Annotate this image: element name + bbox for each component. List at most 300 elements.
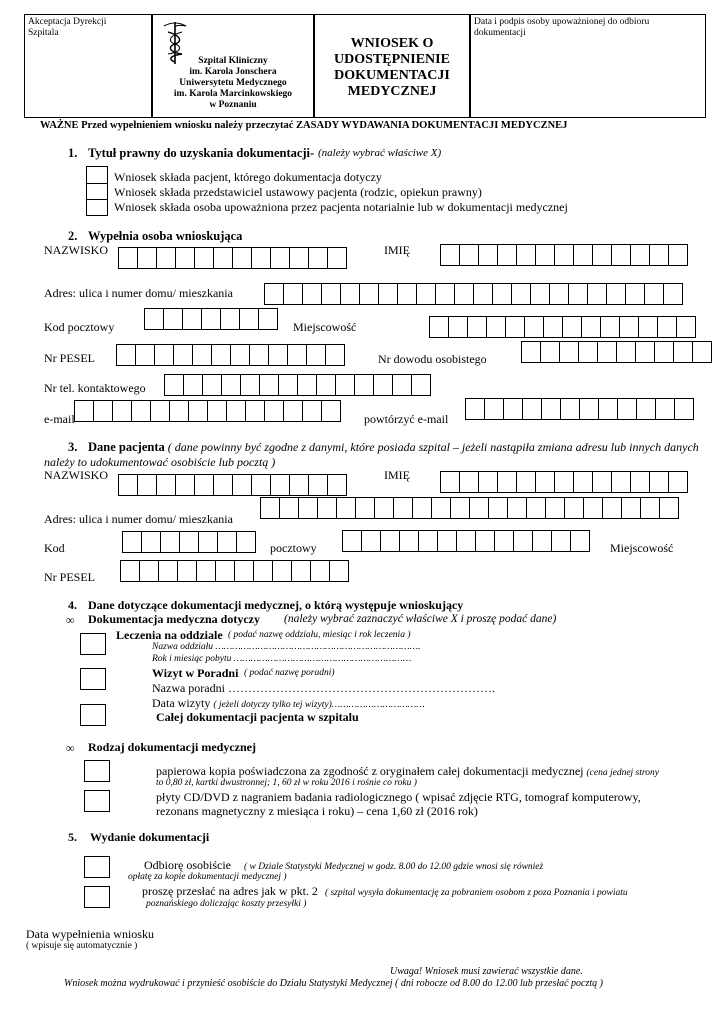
char-cell[interactable] (236, 531, 256, 553)
char-cell[interactable] (579, 398, 599, 420)
char-cell[interactable] (649, 244, 669, 266)
char-cell[interactable] (616, 341, 636, 363)
char-cell[interactable] (141, 531, 161, 553)
hospital-line: Uniwersytetu Medycznego (179, 78, 287, 88)
char-cell[interactable] (373, 374, 393, 396)
char-cell[interactable] (486, 316, 506, 338)
char-cell[interactable] (475, 530, 495, 552)
s2-city-input[interactable] (429, 316, 696, 338)
char-cell[interactable] (137, 474, 157, 496)
char-cell[interactable] (568, 283, 588, 305)
s2-surname-label: NAZWISKO (44, 243, 108, 257)
char-cell[interactable] (327, 474, 347, 496)
char-cell[interactable] (329, 560, 349, 582)
s2-surname-input[interactable] (118, 247, 347, 269)
char-cell[interactable] (551, 530, 571, 552)
char-cell[interactable] (636, 398, 656, 420)
char-cell[interactable] (392, 374, 412, 396)
char-cell[interactable] (649, 471, 669, 493)
char-cell[interactable] (321, 283, 341, 305)
char-cell[interactable] (118, 474, 138, 496)
char-cell[interactable] (530, 283, 550, 305)
s4-doc-hint: (należy wybrać zaznaczyć właściwe X i proszę podać dane) (284, 613, 557, 625)
s3-city-label: Miejscowość (610, 541, 674, 555)
char-cell[interactable] (169, 400, 189, 422)
char-cell[interactable] (692, 341, 712, 363)
char-cell[interactable] (215, 560, 235, 582)
char-cell[interactable] (592, 471, 612, 493)
s2-address-input[interactable] (264, 283, 683, 305)
s1-number: 1. (68, 146, 78, 160)
char-cell[interactable] (511, 283, 531, 305)
char-cell[interactable] (156, 474, 176, 496)
char-cell[interactable] (164, 374, 184, 396)
char-cell[interactable] (278, 374, 298, 396)
char-cell[interactable] (431, 497, 451, 519)
char-cell[interactable] (581, 316, 601, 338)
char-cell[interactable] (202, 374, 222, 396)
char-cell[interactable] (163, 308, 183, 330)
char-cell[interactable] (302, 283, 322, 305)
char-cell[interactable] (270, 247, 290, 269)
char-cell[interactable] (306, 344, 326, 366)
char-cell[interactable] (570, 530, 590, 552)
important-note: WAŻNE Przed wypełnieniem wniosku należy przeczytać ZASADY WYDAWANIA DOKUMENTACJI MEDYCZNEJ (40, 120, 568, 131)
char-cell[interactable] (655, 398, 675, 420)
char-cell[interactable] (617, 398, 637, 420)
char-cell[interactable] (336, 497, 356, 519)
char-cell[interactable] (249, 344, 269, 366)
char-cell[interactable] (456, 530, 476, 552)
char-cell[interactable] (131, 400, 151, 422)
char-cell[interactable] (135, 344, 155, 366)
char-cell[interactable] (289, 474, 309, 496)
s3-hint: ( dane powinny być zgodne z danymi, które posiada szpital – jeżeli nastąpiła zmiana adresu lub innych danych (167, 440, 699, 454)
char-cell[interactable] (668, 244, 688, 266)
checkbox-paper-copy[interactable] (84, 760, 110, 782)
char-cell[interactable] (122, 531, 142, 553)
s1-option-1: Wniosek składa pacjent, którego dokumentacja dotyczy (114, 170, 382, 184)
char-cell[interactable] (270, 474, 290, 496)
title-line: UDOSTĘPNIENIE (334, 52, 450, 67)
char-cell[interactable] (587, 283, 607, 305)
char-cell[interactable] (532, 530, 552, 552)
s3-number: 3. (68, 440, 78, 454)
s4-clinic-date-label: Data wizyty (152, 696, 211, 710)
char-cell[interactable] (676, 316, 696, 338)
char-cell[interactable] (327, 247, 347, 269)
char-cell[interactable] (283, 400, 303, 422)
char-cell[interactable] (194, 474, 214, 496)
s2-phone-label: Nr tel. kontaktowego (44, 381, 146, 395)
char-cell[interactable] (251, 474, 271, 496)
char-cell[interactable] (217, 531, 237, 553)
s2-postal-input[interactable] (144, 308, 278, 330)
char-cell[interactable] (234, 560, 254, 582)
char-cell[interactable] (144, 308, 164, 330)
char-cell[interactable] (497, 244, 517, 266)
s2-pesel-label: Nr PESEL (44, 351, 95, 365)
char-cell[interactable] (355, 497, 375, 519)
char-cell[interactable] (177, 560, 197, 582)
char-cell[interactable] (657, 316, 677, 338)
char-cell[interactable] (516, 244, 536, 266)
s3-address-label: Adres: ulica i numer domu/ mieszkania (44, 512, 233, 526)
char-cell[interactable] (673, 341, 693, 363)
char-cell[interactable] (459, 471, 479, 493)
date-hint: ( wpisuje się automatycznie ) (26, 941, 138, 951)
char-cell[interactable] (321, 400, 341, 422)
s2-name-input[interactable] (440, 244, 688, 266)
char-cell[interactable] (465, 398, 485, 420)
s3-pesel-input[interactable] (120, 560, 349, 582)
char-cell[interactable] (469, 497, 489, 519)
char-cell[interactable] (93, 400, 113, 422)
char-cell[interactable] (378, 283, 398, 305)
char-cell[interactable] (213, 474, 233, 496)
char-cell[interactable] (232, 474, 252, 496)
char-cell[interactable] (283, 283, 303, 305)
char-cell[interactable] (478, 244, 498, 266)
footer-note: Uwaga! Wniosek musi zawierać wszystkie dane. (390, 966, 583, 977)
char-cell[interactable] (440, 244, 460, 266)
char-cell[interactable] (467, 316, 487, 338)
checkbox-authorized[interactable] (86, 199, 108, 216)
char-cell[interactable] (507, 497, 527, 519)
hospital-line: Szpital Kliniczny (198, 56, 268, 66)
char-cell[interactable] (175, 474, 195, 496)
s2-id-label: Nr dowodu osobistego (378, 352, 487, 366)
char-cell[interactable] (198, 531, 218, 553)
hospital-name (156, 56, 310, 111)
char-cell[interactable] (562, 316, 582, 338)
s5-personal-hint-2: opłatę za kopie dokumentacji medycznej ) (128, 872, 287, 882)
s3-pocztowy-label: pocztowy (270, 541, 317, 555)
char-cell[interactable] (654, 341, 674, 363)
char-cell[interactable] (308, 247, 328, 269)
receipt-label: Data i podpis osoby upoważnionej do odbioru dokumentacji (474, 17, 650, 38)
s4-clinic-name: Nazwa poradni …………………………………………………………. (152, 681, 495, 695)
char-cell[interactable] (619, 316, 639, 338)
char-cell[interactable] (268, 344, 288, 366)
char-cell[interactable] (272, 560, 292, 582)
char-cell[interactable] (297, 374, 317, 396)
char-cell[interactable] (179, 531, 199, 553)
char-cell[interactable] (380, 530, 400, 552)
s3-address-input[interactable] (260, 497, 679, 519)
char-cell[interactable] (505, 316, 525, 338)
char-cell[interactable] (207, 400, 227, 422)
s4-paper-hint: (cena jednej strony (586, 768, 659, 778)
s2-email-input[interactable] (74, 400, 341, 422)
char-cell[interactable] (359, 283, 379, 305)
char-cell[interactable] (516, 471, 536, 493)
char-cell[interactable] (583, 497, 603, 519)
char-cell[interactable] (342, 530, 362, 552)
char-cell[interactable] (611, 244, 631, 266)
acceptance-label: Akceptacja Dyrekcji Szpitala (28, 17, 107, 38)
char-cell[interactable] (325, 344, 345, 366)
char-cell[interactable] (606, 283, 626, 305)
char-cell[interactable] (158, 560, 178, 582)
s3-pesel-label: Nr PESEL (44, 570, 95, 584)
char-cell[interactable] (578, 341, 598, 363)
char-cell[interactable] (535, 244, 555, 266)
char-cell[interactable] (644, 283, 664, 305)
char-cell[interactable] (196, 560, 216, 582)
char-cell[interactable] (597, 341, 617, 363)
char-cell[interactable] (543, 316, 563, 338)
checkbox-patient[interactable] (86, 166, 108, 184)
char-cell[interactable] (226, 400, 246, 422)
char-cell[interactable] (259, 374, 279, 396)
char-cell[interactable] (674, 398, 694, 420)
s3-surname-input[interactable] (118, 474, 347, 496)
char-cell[interactable] (540, 341, 560, 363)
s1-title: Tytuł prawny do uzyskania dokumentacji- (88, 146, 315, 160)
char-cell[interactable] (524, 316, 544, 338)
char-cell[interactable] (494, 530, 514, 552)
s2-email-repeat-input[interactable] (465, 398, 694, 420)
char-cell[interactable] (659, 497, 679, 519)
char-cell[interactable] (560, 398, 580, 420)
s3-name-label: IMIĘ (384, 468, 410, 482)
char-cell[interactable] (239, 308, 259, 330)
char-cell[interactable] (183, 374, 203, 396)
s3-surname-label: NAZWISKO (44, 468, 108, 482)
char-cell[interactable] (74, 400, 94, 422)
char-cell[interactable] (488, 497, 508, 519)
char-cell[interactable] (240, 374, 260, 396)
s4-number: 4. (68, 598, 77, 612)
char-cell[interactable] (264, 283, 284, 305)
title-line: MEDYCZNEJ (347, 84, 437, 99)
char-cell[interactable] (264, 400, 284, 422)
char-cell[interactable] (175, 247, 195, 269)
char-cell[interactable] (188, 400, 208, 422)
char-cell[interactable] (260, 497, 280, 519)
s2-id-input[interactable] (521, 341, 712, 363)
char-cell[interactable] (521, 341, 541, 363)
checkbox-cd-dvd[interactable] (84, 790, 110, 812)
char-cell[interactable] (473, 283, 493, 305)
s5-mail-hint-2: poznańskiego doliczając koszty przesyłki ) (146, 899, 307, 909)
char-cell[interactable] (478, 471, 498, 493)
s2-email-repeat-label: powtórzyć e-mail (364, 412, 449, 426)
s2-postal-label: Kod pocztowy (44, 320, 115, 334)
form-title (314, 36, 470, 100)
s5-number: 5. (68, 830, 77, 844)
char-cell[interactable] (611, 471, 631, 493)
char-cell[interactable] (316, 374, 336, 396)
s2-address-label: Adres: ulica i numer domu/ mieszkania (44, 286, 233, 300)
char-cell[interactable] (335, 374, 355, 396)
char-cell[interactable] (492, 283, 512, 305)
char-cell[interactable] (253, 560, 273, 582)
s5-mail-label: proszę przesłać na adres jak w pkt. 2 (142, 884, 318, 898)
s2-title: Wypełnia osoba wnioskująca (88, 229, 243, 243)
char-cell[interactable] (397, 283, 417, 305)
char-cell[interactable] (435, 283, 455, 305)
char-cell[interactable] (429, 316, 449, 338)
char-cell[interactable] (232, 247, 252, 269)
char-cell[interactable] (497, 471, 517, 493)
char-cell[interactable] (454, 283, 474, 305)
checkbox-pickup[interactable] (84, 856, 110, 878)
char-cell[interactable] (625, 283, 645, 305)
s4-clinic-date-hint: ( jeżeli dotyczy tylko tej wizyty)…………………………… (213, 700, 425, 710)
s3-kod-label: Kod (44, 541, 65, 555)
char-cell[interactable] (258, 308, 278, 330)
char-cell[interactable] (412, 497, 432, 519)
char-cell[interactable] (541, 398, 561, 420)
char-cell[interactable] (573, 471, 593, 493)
char-cell[interactable] (600, 316, 620, 338)
char-cell[interactable] (279, 497, 299, 519)
char-cell[interactable] (302, 400, 322, 422)
char-cell[interactable] (116, 344, 136, 366)
hospital-line: w Poznaniu (209, 100, 257, 110)
footer-note-2: Wniosek można wydrukować i przynieść osobiście do Działu Statystyki Medycznej ( dni robocze od 8.00 do 12.00 lub przesłać pocztą ) (64, 978, 603, 989)
checkbox-legal-rep[interactable] (86, 183, 108, 200)
char-cell[interactable] (602, 497, 622, 519)
s3-name-input[interactable] (440, 471, 688, 493)
s5-title: Wydanie dokumentacji (90, 830, 210, 844)
s4-doc-title: Dokumentacja medyczna dotyczy (88, 612, 260, 626)
s4-type-title: Rodzaj dokumentacji medycznej (88, 740, 256, 754)
char-cell[interactable] (559, 341, 579, 363)
char-cell[interactable] (393, 497, 413, 519)
char-cell[interactable] (513, 530, 533, 552)
char-cell[interactable] (573, 244, 593, 266)
infinity-bullet-2: ∞ (66, 741, 75, 755)
char-cell[interactable] (554, 244, 574, 266)
char-cell[interactable] (112, 400, 132, 422)
char-cell[interactable] (638, 316, 658, 338)
char-cell[interactable] (211, 344, 231, 366)
char-cell[interactable] (640, 497, 660, 519)
s4-paper-hint-2: to 0,80 zł, kartki dwustronnej; 1, 60 zł w roku 2016 i rośnie co roku ) (156, 778, 417, 788)
char-cell[interactable] (156, 247, 176, 269)
char-cell[interactable] (192, 344, 212, 366)
title-line: WNIOSEK O (350, 36, 434, 51)
checkbox-clinic[interactable] (80, 668, 106, 690)
char-cell[interactable] (554, 471, 574, 493)
char-cell[interactable] (150, 400, 170, 422)
s3-city-input[interactable] (342, 530, 590, 552)
checkbox-all-docs[interactable] (80, 704, 106, 726)
s4-cd-line2: rezonans magnetyczny z miesiąca i roku) – cena 1,60 zł (2016 rok) (156, 804, 478, 818)
char-cell[interactable] (592, 244, 612, 266)
char-cell[interactable] (399, 530, 419, 552)
char-cell[interactable] (289, 247, 309, 269)
char-cell[interactable] (298, 497, 318, 519)
char-cell[interactable] (139, 560, 159, 582)
char-cell[interactable] (484, 398, 504, 420)
s2-name-label: IMIĘ (384, 243, 410, 257)
char-cell[interactable] (213, 247, 233, 269)
char-cell[interactable] (230, 344, 250, 366)
s4-all-docs: Całej dokumentacji pacjenta w szpitalu (156, 710, 359, 724)
s3-hint-2: należy to udokumentować osobiście lub pocztą ) (44, 455, 276, 469)
char-cell[interactable] (663, 283, 683, 305)
char-cell[interactable] (448, 316, 468, 338)
char-cell[interactable] (418, 530, 438, 552)
char-cell[interactable] (450, 497, 470, 519)
char-cell[interactable] (630, 471, 650, 493)
char-cell[interactable] (220, 308, 240, 330)
s4-paper (156, 764, 659, 779)
s4-title: Dane dotyczące dokumentacji medycznej, o którą występuje wnioskujący (88, 598, 464, 612)
s3-postal-input[interactable] (122, 531, 256, 553)
char-cell[interactable] (361, 530, 381, 552)
char-cell[interactable] (598, 398, 618, 420)
char-cell[interactable] (308, 474, 328, 496)
char-cell[interactable] (287, 344, 307, 366)
char-cell[interactable] (354, 374, 374, 396)
char-cell[interactable] (291, 560, 311, 582)
s3-title: Dane pacjenta (88, 440, 165, 454)
char-cell[interactable] (416, 283, 436, 305)
char-cell[interactable] (545, 497, 565, 519)
char-cell[interactable] (245, 400, 265, 422)
char-cell[interactable] (221, 374, 241, 396)
checkbox-ward[interactable] (80, 633, 106, 655)
char-cell[interactable] (440, 471, 460, 493)
s2-email-label: e-mail (44, 412, 75, 426)
char-cell[interactable] (437, 530, 457, 552)
char-cell[interactable] (374, 497, 394, 519)
char-cell[interactable] (120, 560, 140, 582)
char-cell[interactable] (137, 247, 157, 269)
char-cell[interactable] (535, 471, 555, 493)
char-cell[interactable] (503, 398, 523, 420)
char-cell[interactable] (182, 308, 202, 330)
char-cell[interactable] (118, 247, 138, 269)
char-cell[interactable] (317, 497, 337, 519)
char-cell[interactable] (340, 283, 360, 305)
char-cell[interactable] (621, 497, 641, 519)
char-cell[interactable] (549, 283, 569, 305)
char-cell[interactable] (310, 560, 330, 582)
checkbox-mail[interactable] (84, 886, 110, 908)
s1-hint: (należy wybrać właściwe X) (318, 147, 442, 159)
char-cell[interactable] (201, 308, 221, 330)
s2-pesel-input[interactable] (116, 344, 345, 366)
char-cell[interactable] (564, 497, 584, 519)
char-cell[interactable] (154, 344, 174, 366)
s3-title-line (88, 440, 699, 455)
char-cell[interactable] (251, 247, 271, 269)
char-cell[interactable] (630, 244, 650, 266)
char-cell[interactable] (635, 341, 655, 363)
char-cell[interactable] (160, 531, 180, 553)
s5-personal (144, 858, 543, 873)
char-cell[interactable] (173, 344, 193, 366)
char-cell[interactable] (194, 247, 214, 269)
char-cell[interactable] (668, 471, 688, 493)
char-cell[interactable] (522, 398, 542, 420)
char-cell[interactable] (411, 374, 431, 396)
s4-clinic-hint: ( podać nazwę poradni) (244, 668, 335, 678)
char-cell[interactable] (526, 497, 546, 519)
s2-phone-input[interactable] (164, 374, 431, 396)
s4-ward-hint: ( podać nazwę oddziału, miesiąc i rok leczenia ) (228, 630, 411, 640)
s4-paper-label: papierowa kopia poświadczona za zgodność z oryginałem całej dokumentacji medycznej (156, 764, 584, 778)
char-cell[interactable] (459, 244, 479, 266)
infinity-bullet: ∞ (66, 613, 75, 627)
s4-ward-name: Nazwa oddziału ………………………………………………………………. (152, 642, 421, 652)
